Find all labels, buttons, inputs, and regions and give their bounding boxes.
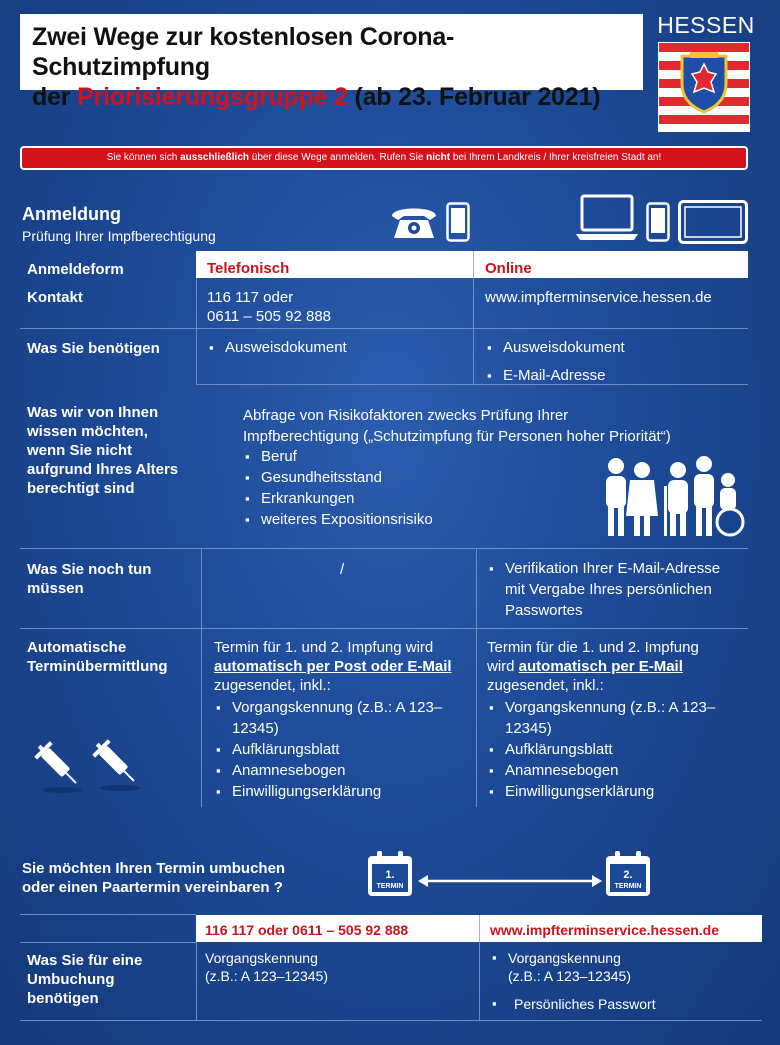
risk-factor-intro: Abfrage von Risikofaktoren zwecks Prüfung Ihrer Impfberechtigung („Schutzimpfung für Personen hoher Priorität“)	[243, 407, 671, 445]
page-title	[20, 14, 643, 111]
online-auto-list	[487, 697, 715, 802]
laptop-icon	[576, 194, 638, 242]
title-line-1: Zwei Wege zur kostenlosen Corona-Schutzimpfung	[32, 23, 455, 81]
row-label-auto: Automatische Terminübermittlung	[27, 639, 168, 675]
list-item: ▪ Ausweisdokument	[207, 337, 347, 358]
online-tun-list	[487, 558, 720, 621]
row-label-wissen: Was wir von Ihnen wissen möchten, wenn Sie nicht aufgrund Ihres Alters berechtigt sind	[27, 404, 179, 497]
row-label-umbuchung: Was Sie für eine Umbuchung benötigen	[27, 952, 143, 1007]
list-item: ▪ weiteres Expositionsrisiko	[243, 509, 433, 530]
list-item: ▪ Aufklärungsblatt	[487, 739, 715, 760]
list-item: ▪ Erkrankungen	[243, 488, 433, 509]
bottom-phone-requirement: Vorgangskennung (z.B.: A 123–12345)	[205, 950, 328, 984]
row-label-benoetigen: Was Sie benötigen	[27, 340, 160, 357]
online-website-link[interactable]: www.impfterminservice.hessen.de	[485, 289, 712, 306]
list-item: ▪ Persönliches Passwort	[490, 995, 656, 1013]
hessen-coat-of-arms-icon	[678, 52, 730, 114]
list-item: ▪ Einwilligungserklärung	[487, 781, 715, 802]
smartphone-icon-online	[646, 202, 670, 242]
online-auto-text: Termin für die 1. und 2. Impfung wird automatisch per E-Mail zugesendet, inkl.:	[487, 639, 699, 694]
list-item: ▪ Vorgangskennung (z.B.: A 123– 12345)	[214, 697, 442, 739]
bottom-phone-header: 116 117 oder 0611 – 505 92 888	[205, 922, 409, 938]
phone-number-line-2: 0611 – 505 92 888	[207, 308, 332, 325]
header-online: Online	[485, 260, 532, 277]
tablet-icon	[678, 200, 748, 244]
row-label-kontakt: Kontakt	[27, 289, 83, 306]
header-anmeldeform: Anmeldeform	[27, 261, 124, 278]
phone-auto-list	[214, 697, 442, 802]
telephone-icon	[388, 202, 440, 242]
list-item: ▪ Ausweisdokument	[485, 337, 625, 358]
people-group-icon	[600, 456, 750, 538]
list-item: ▪ Beruf	[243, 446, 433, 467]
list-item: ▪ Gesundheitsstand	[243, 467, 433, 488]
row-label-tun: Was Sie noch tun müssen	[27, 561, 152, 597]
section-subheading: Prüfung Ihrer Impfberechtigung	[22, 228, 216, 244]
list-item: ▪ E-Mail-Adresse	[485, 365, 625, 386]
list-item: ▪ Vorgangskennung (z.B.: A 123– 12345)	[487, 697, 715, 739]
calendar-2-label: 2. TERMIN	[614, 869, 642, 890]
red-notice-banner: Sie können sich ausschließlich über diese Wege anmelden. Rufen Sie nicht bei Ihrem Landkreis / Ihrer kreisfreien Stadt an!	[20, 146, 748, 170]
list-item: ▪ Vorgangskennung (z.B.: A 123–12345)	[490, 949, 656, 985]
title-line-2: der Priorisierungsgruppe 2 (ab 23. Februar 2021)	[32, 83, 601, 111]
section-heading: Anmeldung	[22, 204, 121, 224]
syringe-icon-2	[92, 736, 142, 792]
priority-group-highlight: Priorisierungsgruppe 2	[77, 83, 348, 111]
list-item: ▪ Anamnesebogen	[214, 760, 442, 781]
online-requirements-list	[485, 337, 625, 386]
calendar-1-label: 1. TERMIN	[376, 869, 404, 890]
header-telefonisch: Telefonisch	[207, 260, 290, 277]
phone-requirements-list	[207, 337, 347, 358]
list-item: ▪ Anamnesebogen	[487, 760, 715, 781]
list-item: ▪ Einwilligungserklärung	[214, 781, 442, 802]
umbuchen-question: Sie möchten Ihren Termin umbuchen oder einen Paartermin vereinbaren ?	[22, 860, 286, 896]
double-arrow-icon	[418, 874, 602, 888]
list-item: ▪ Aufklärungsblatt	[214, 739, 442, 760]
phone-number-line-1: 116 117 oder	[207, 289, 294, 306]
list-item: ▪ Verifikation Ihrer E-Mail-Adresse mit Vergabe Ihres persönlichen Passwortes	[487, 558, 720, 621]
bottom-online-requirements	[490, 949, 656, 1013]
syringe-icon	[34, 738, 84, 794]
risk-factor-list	[243, 446, 433, 530]
bottom-online-header[interactable]: www.impfterminservice.hessen.de	[490, 922, 720, 938]
phone-tun-none: /	[340, 561, 345, 578]
phone-auto-text: Termin für 1. und 2. Impfung wird automatisch per Post oder E-Mail zugesendet, inkl.:	[214, 639, 452, 694]
hessen-logo-text: HESSEN	[657, 12, 755, 38]
smartphone-icon	[446, 202, 470, 242]
